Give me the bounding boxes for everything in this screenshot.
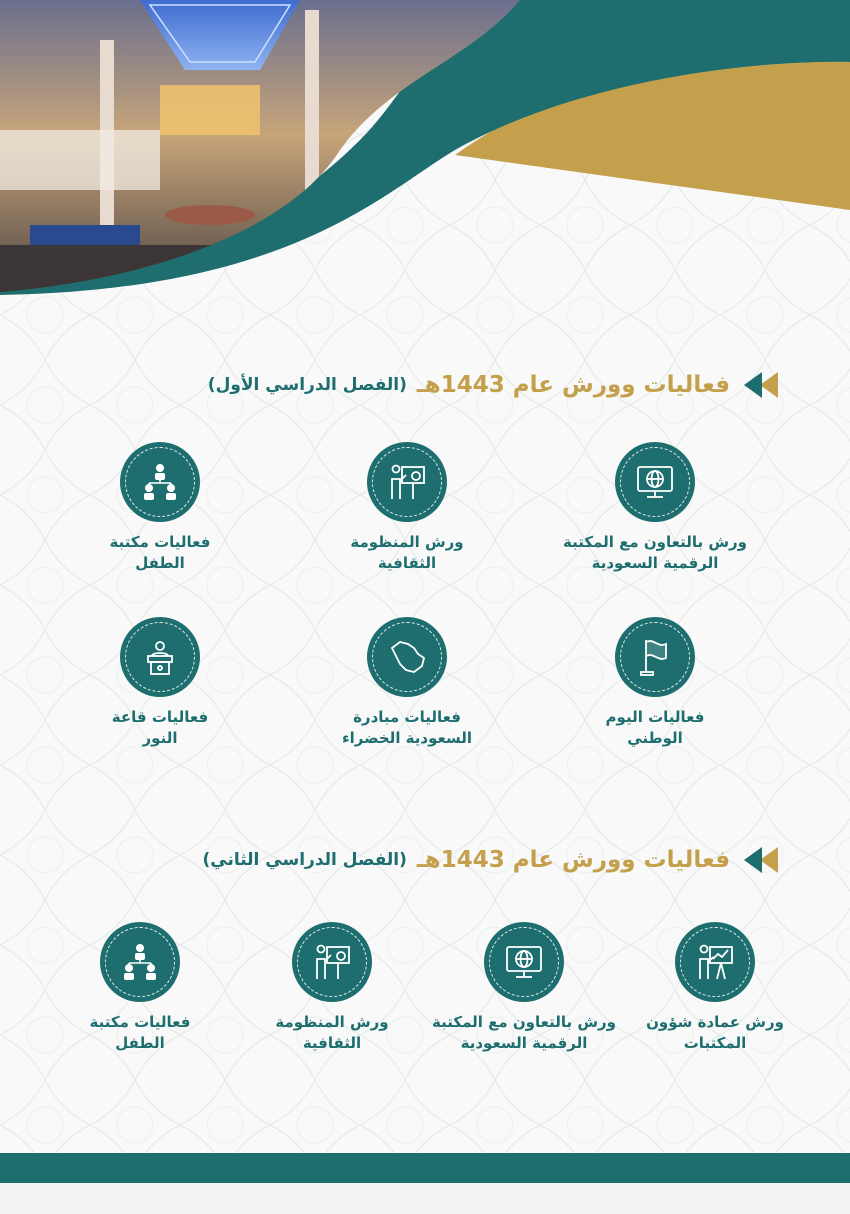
presenter-board-icon xyxy=(367,442,447,522)
section-2-semester: (الفصل الدراسي الثاني) xyxy=(202,850,407,870)
event-label: ورش المنظومة xyxy=(350,533,464,551)
event-label: الرقمية السعودية xyxy=(591,554,719,572)
event-label: المكتبات xyxy=(683,1034,747,1052)
event-label: فعاليات مكتبة xyxy=(109,533,211,551)
section-2-title xyxy=(202,840,778,880)
event-label: الطفل xyxy=(115,1034,165,1052)
event-label: ورش بالتعاون مع المكتبة xyxy=(432,1013,616,1031)
event-card xyxy=(424,922,624,1054)
saudi-map-icon xyxy=(367,617,447,697)
event-label: الرقمية السعودية xyxy=(460,1034,588,1052)
org-chart-icon xyxy=(120,442,200,522)
footer-band xyxy=(0,1153,850,1183)
lecturer-chart-icon xyxy=(675,922,755,1002)
event-card xyxy=(232,922,432,1054)
section-1-heading: فعاليات وورش عام 1443هـ xyxy=(416,372,730,398)
monitor-globe-icon xyxy=(615,442,695,522)
org-chart-icon xyxy=(100,922,180,1002)
event-label: الطفل xyxy=(135,554,185,572)
event-label: النور xyxy=(142,729,178,747)
double-arrow-icon xyxy=(740,845,778,875)
event-label: فعاليات مكتبة xyxy=(89,1013,191,1031)
event-label: فعاليات اليوم xyxy=(605,708,705,726)
event-card xyxy=(307,442,507,574)
event-card xyxy=(555,442,755,574)
event-card xyxy=(40,922,240,1054)
footer-strip xyxy=(0,1183,850,1214)
event-label: الثقافية xyxy=(377,554,437,572)
event-label: الثقافية xyxy=(302,1034,362,1052)
event-card xyxy=(615,922,815,1054)
event-card xyxy=(307,617,507,749)
event-card xyxy=(60,442,260,574)
section-1-semester: (الفصل الدراسي الأول) xyxy=(207,375,407,395)
presenter-board-icon xyxy=(292,922,372,1002)
event-label: الوطني xyxy=(627,729,683,747)
event-label: ورش المنظومة xyxy=(275,1013,389,1031)
event-label: فعاليات قاعة xyxy=(111,708,209,726)
event-label: ورش بالتعاون مع المكتبة xyxy=(563,533,747,551)
event-card xyxy=(60,617,260,749)
flag-icon xyxy=(615,617,695,697)
header-banner xyxy=(0,0,850,300)
monitor-globe-icon xyxy=(484,922,564,1002)
event-label: فعاليات مبادرة xyxy=(353,708,461,726)
section-1-title xyxy=(208,365,778,405)
event-label: السعودية الخضراء xyxy=(341,729,473,747)
podium-speaker-icon xyxy=(120,617,200,697)
event-label: ورش عمادة شؤون xyxy=(646,1013,784,1031)
double-arrow-icon xyxy=(740,370,778,400)
event-card xyxy=(555,617,755,749)
section-2-heading: فعاليات وورش عام 1443هـ xyxy=(416,847,730,873)
